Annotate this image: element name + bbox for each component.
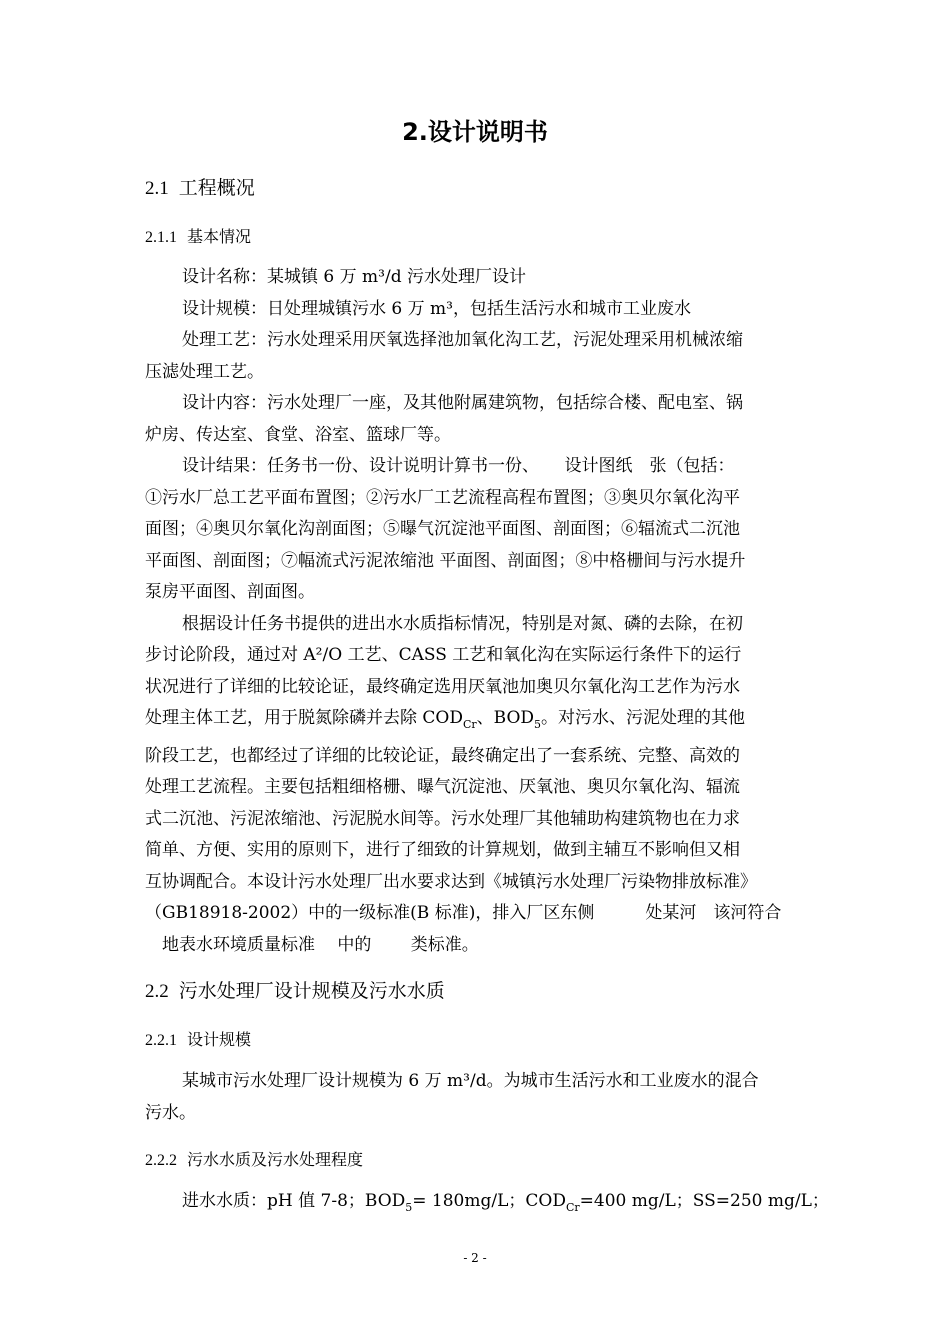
process-line: 压滤处理工艺。 <box>145 361 264 382</box>
section-number: 2.1.1 <box>145 229 177 246</box>
section-title: 污水处理厂设计规模及污水水质 <box>178 980 445 1002</box>
discussion-line: 简单、方便、实用的原则下，进行了细致的计算规划，做到主辅互不影响但又相 <box>145 840 740 860</box>
section-heading-2-1 <box>145 173 255 200</box>
result-line: 面图；④奥贝尔氧化沟剖面图；⑤曝气沉淀池平面图、剖面图；⑥辐流式二沉池 <box>145 519 740 539</box>
discussion-text: 、BOD <box>476 708 535 728</box>
discussion-line: 处理工艺流程。主要包括粗细格栅、曝气沉淀池、厌氧池、奥贝尔氧化沟、辐流 <box>145 777 740 797</box>
result-line: ①污水厂总工艺平面布置图；②污水厂工艺流程高程布置图；③奥贝尔氧化沟平 <box>145 487 740 508</box>
discussion-line: 互协调配合。本设计污水处理厂出水要求达到《城镇污水处理厂污染物排放标准》 <box>145 871 757 892</box>
scale-line: 某城市污水处理厂设计规模为 6 万 m³/d。为城市生活污水和工业废水的混合 <box>182 1071 759 1091</box>
discussion-line: 式二沉池、污泥浓缩池、污泥脱水间等。污水处理厂其他辅助构建筑物也在力求 <box>145 808 740 829</box>
document-title: 2.设计说明书 <box>402 118 548 146</box>
quality-paragraph <box>145 1186 829 1224</box>
design-name-line: 设计名称：某城镇 6 万 m³/d 污水处理厂设计 <box>182 267 526 287</box>
quality-text: 进水水质：pH 值 7-8；BOD <box>182 1191 406 1211</box>
subscript: 5 <box>534 718 542 731</box>
discussion-line: 根据设计任务书提供的进出水水质指标情况，特别是对氮、磷的去除，在初 <box>182 613 743 634</box>
quality-line <box>145 1186 829 1224</box>
section-heading-2-1-1 <box>145 224 251 247</box>
design-scale-line: 设计规模：日处理城镇污水 6 万 m³，包括生活污水和城市工业废水 <box>182 298 691 319</box>
page-number: - 2 - <box>463 1251 487 1265</box>
section-title: 基本情况 <box>187 227 252 246</box>
content-line: 炉房、传达室、食堂、浴室、篮球厂等。 <box>145 424 451 445</box>
quality-text: = 180mg/L；COD <box>412 1191 566 1211</box>
discussion-line: （GB18918-2002）中的一级标准(B 标准)，排入厂区东侧 处某河 该河符合 <box>145 903 782 923</box>
discussion-line: 阶段工艺，也都经过了详细的比较论证，最终确定出了一套系统、完整、高效的 <box>145 745 740 766</box>
section-title: 工程概况 <box>178 177 255 199</box>
section-number: 2.2.1 <box>145 1032 177 1049</box>
discussion-text: 处理主体工艺，用于脱氮除磷并去除 COD <box>145 708 463 728</box>
basic-info-paragraphs <box>145 262 807 961</box>
section-heading-2-2 <box>145 976 445 1003</box>
scale-paragraph <box>145 1066 807 1129</box>
discussion-line <box>145 703 807 741</box>
section-heading-2-2-2 <box>145 1147 363 1170</box>
process-line: 处理工艺：污水处理采用厌氧选择池加氧化沟工艺，污泥处理采用机械浓缩 <box>182 330 743 350</box>
section-heading-2-2-1 <box>145 1027 251 1050</box>
discussion-line: 地表水环境质量标准 中的 类标准。 <box>145 934 479 955</box>
subscript: Cr <box>565 1201 580 1214</box>
subscript: 5 <box>405 1201 413 1214</box>
section-number: 2.1 <box>145 178 169 199</box>
discussion-line: 状况进行了详细的比较论证，最终确定选用厌氧池加奥贝尔氧化沟工艺作为污水 <box>145 676 740 697</box>
discussion-line: 步讨论阶段，通过对 A²/O 工艺、CASS 工艺和氧化沟在实际运行条件下的运行 <box>145 645 742 665</box>
result-line: 设计结果：任务书一份、设计说明计算书一份、 设计图纸 张（包括： <box>182 456 735 476</box>
section-title: 设计规模 <box>187 1030 252 1049</box>
discussion-text: 。对污水、污泥处理的其他 <box>541 708 746 728</box>
section-title: 污水水质及污水处理程度 <box>187 1150 364 1169</box>
section-number: 2.2.2 <box>145 1152 177 1169</box>
quality-text: =400 mg/L；SS=250 mg/L； <box>579 1191 829 1211</box>
subscript: Cr <box>462 718 477 731</box>
scale-line: 污水。 <box>145 1102 196 1123</box>
result-line: 平面图、剖面图；⑦幅流式污泥浓缩池 平面图、剖面图；⑧中格栅间与污水提升 <box>145 550 746 571</box>
content-line: 设计内容：污水处理厂一座，及其他附属建筑物，包括综合楼、配电室、锅 <box>182 393 743 413</box>
section-number: 2.2 <box>145 981 169 1002</box>
result-line: 泵房平面图、剖面图。 <box>145 582 315 602</box>
